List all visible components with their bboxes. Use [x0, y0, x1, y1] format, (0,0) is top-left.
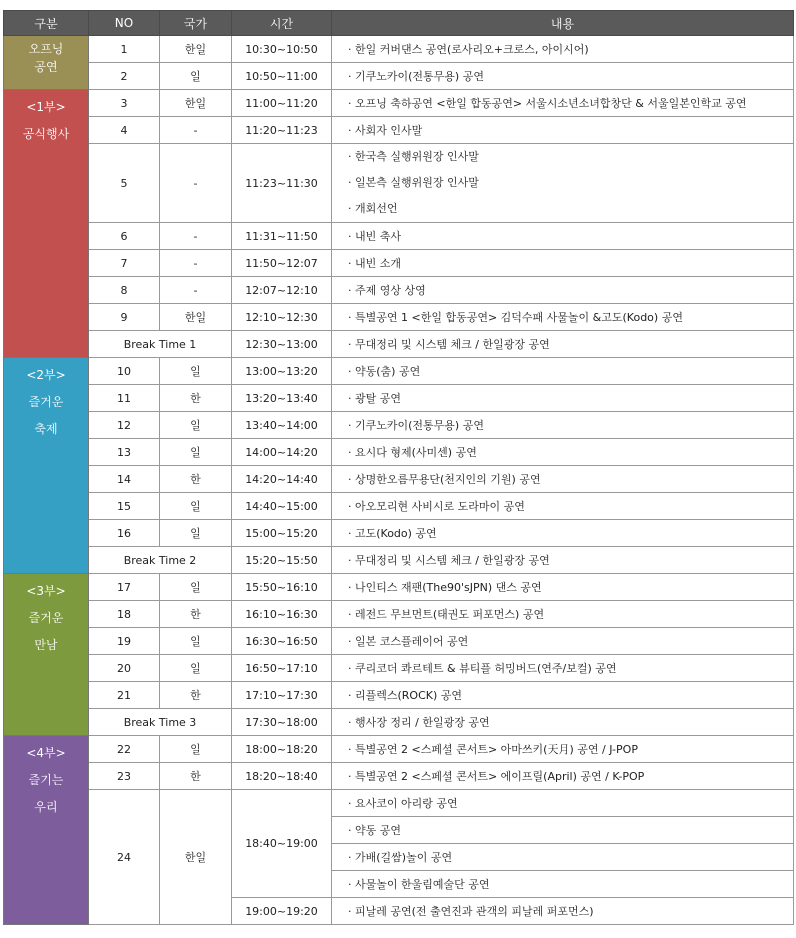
row-no: 3 [89, 90, 160, 117]
row-content: · 내빈 축사 [332, 223, 794, 250]
content-line: · 개회선언 [348, 202, 398, 215]
section-label: <1부> [26, 100, 66, 114]
section-label: 즐거운 [28, 611, 64, 625]
row-time: 14:40~15:00 [232, 493, 332, 520]
row-content: · 한일 커버댄스 공연(로사리오+크로스, 아이시어) [332, 36, 794, 63]
table-row [4, 117, 794, 144]
row-no: 14 [89, 466, 160, 493]
row-content: · 요시다 형제(사미센) 공연 [332, 439, 794, 466]
row-country: - [160, 277, 232, 304]
header-no: NO [89, 11, 160, 36]
row-no: 8 [89, 277, 160, 304]
row-time: 15:20~15:50 [232, 547, 332, 574]
row-content: · 상명한오름무용단(천지인의 기원) 공연 [332, 466, 794, 493]
row-country: 한일 [160, 790, 232, 925]
table-row [4, 682, 794, 709]
row-country: - [160, 223, 232, 250]
table-row [4, 574, 794, 601]
section-part2 [4, 358, 89, 574]
row-content: · 가배(길쌈)놀이 공연 [332, 844, 794, 871]
row-time: 18:20~18:40 [232, 763, 332, 790]
row-content: · 일본 코스플레이어 공연 [332, 628, 794, 655]
header-time: 시간 [232, 11, 332, 36]
table-row [4, 358, 794, 385]
row-no: 2 [89, 63, 160, 90]
row-time: 12:07~12:10 [232, 277, 332, 304]
break-label: Break Time 1 [89, 331, 232, 358]
row-no: 9 [89, 304, 160, 331]
row-no: 17 [89, 574, 160, 601]
section-label: 우리 [34, 800, 58, 814]
row-content: · 기쿠노카이(전통무용) 공연 [332, 412, 794, 439]
row-country: 일 [160, 655, 232, 682]
row-content: · 특별공연 1 <한일 합동공연> 김덕수패 사물놀이 &고도(Kodo) 공연 [332, 304, 794, 331]
break-label: Break Time 3 [89, 709, 232, 736]
row-content: · 사회자 인사말 [332, 117, 794, 144]
row-time: 13:00~13:20 [232, 358, 332, 385]
header-country: 국가 [160, 11, 232, 36]
table-row [4, 520, 794, 547]
table-row [4, 628, 794, 655]
row-country: 한일 [160, 90, 232, 117]
section-part4 [4, 736, 89, 925]
row-country: - [160, 144, 232, 223]
table-row [4, 331, 794, 358]
row-no: 7 [89, 250, 160, 277]
section-label: 즐거운 [28, 395, 64, 409]
table-row [4, 63, 794, 90]
section-label: 만남 [34, 638, 58, 652]
row-country: 일 [160, 439, 232, 466]
row-time: 18:00~18:20 [232, 736, 332, 763]
row-content: · 행사장 정리 / 한일광장 공연 [332, 709, 794, 736]
row-content: · 약동(춤) 공연 [332, 358, 794, 385]
row-no: 15 [89, 493, 160, 520]
row-no: 19 [89, 628, 160, 655]
row-no: 13 [89, 439, 160, 466]
row-time: 15:50~16:10 [232, 574, 332, 601]
row-country: 한일 [160, 36, 232, 63]
row-time: 18:40~19:00 [232, 790, 332, 898]
row-time: 10:50~11:00 [232, 63, 332, 90]
schedule-table [3, 10, 794, 925]
row-country: 일 [160, 574, 232, 601]
row-country: 한 [160, 385, 232, 412]
row-time: 13:40~14:00 [232, 412, 332, 439]
table-row [4, 412, 794, 439]
row-content: · 기쿠노카이(전통무용) 공연 [332, 63, 794, 90]
row-no: 4 [89, 117, 160, 144]
row-time: 17:30~18:00 [232, 709, 332, 736]
row-time: 17:10~17:30 [232, 682, 332, 709]
row-country: 일 [160, 736, 232, 763]
row-content: · 주제 영상 상영 [332, 277, 794, 304]
table-row [4, 790, 794, 817]
row-content: · 리플렉스(ROCK) 공연 [332, 682, 794, 709]
row-time: 16:50~17:10 [232, 655, 332, 682]
content-line: · 일본측 실행위원장 인사말 [348, 176, 479, 189]
row-country: 한일 [160, 304, 232, 331]
header-category: 구분 [4, 11, 89, 36]
row-country: 일 [160, 628, 232, 655]
row-no: 16 [89, 520, 160, 547]
row-country: - [160, 117, 232, 144]
row-content: · 약동 공연 [332, 817, 794, 844]
row-country: 한 [160, 466, 232, 493]
row-content: · 피날레 공연(전 출연진과 관객의 피날레 퍼포먼스) [332, 898, 794, 925]
row-content: · 레전드 무브먼트(태권도 퍼포먼스) 공연 [332, 601, 794, 628]
row-content: · 무대정리 및 시스템 체크 / 한일광장 공연 [332, 331, 794, 358]
table-row [4, 736, 794, 763]
row-no: 18 [89, 601, 160, 628]
row-time: 16:10~16:30 [232, 601, 332, 628]
row-content [332, 144, 794, 223]
table-row [4, 144, 794, 223]
row-country: 한 [160, 601, 232, 628]
section-label: 즐기는 [28, 773, 64, 787]
content-line: · 한국측 실행위원장 인사말 [348, 150, 479, 163]
section-label: <2부> [26, 368, 66, 382]
row-no: 20 [89, 655, 160, 682]
table-row [4, 250, 794, 277]
table-row [4, 493, 794, 520]
row-time: 14:00~14:20 [232, 439, 332, 466]
section-label: <4부> [26, 746, 66, 760]
row-content: · 사물놀이 한울림예술단 공연 [332, 871, 794, 898]
row-no: 24 [89, 790, 160, 925]
row-content: · 무대정리 및 시스템 체크 / 한일광장 공연 [332, 547, 794, 574]
row-time: 10:30~10:50 [232, 36, 332, 63]
table-row [4, 763, 794, 790]
row-time: 11:00~11:20 [232, 90, 332, 117]
section-label: <3부> [26, 584, 66, 598]
table-row [4, 547, 794, 574]
table-row [4, 709, 794, 736]
row-time: 11:31~11:50 [232, 223, 332, 250]
row-time: 11:23~11:30 [232, 144, 332, 223]
row-no: 22 [89, 736, 160, 763]
row-time: 15:00~15:20 [232, 520, 332, 547]
row-content: · 특별공연 2 <스페셜 콘서트> 에이프릴(April) 공연 / K-POP [332, 763, 794, 790]
row-content: · 쿠리코더 콰르테트 & 뷰티플 허밍버드(연주/보컬) 공연 [332, 655, 794, 682]
row-country: 일 [160, 63, 232, 90]
table-row [4, 277, 794, 304]
section-label: 축제 [34, 422, 58, 436]
row-content: · 오프닝 축하공연 <한일 합동공연> 서울시소년소녀합창단 & 서울일본인학교 공연 [332, 90, 794, 117]
row-country: 일 [160, 520, 232, 547]
row-time: 16:30~16:50 [232, 628, 332, 655]
row-country: 한 [160, 682, 232, 709]
row-content: · 나인티스 재팬(The90'sJPN) 댄스 공연 [332, 574, 794, 601]
row-time: 13:20~13:40 [232, 385, 332, 412]
row-time: 12:30~13:00 [232, 331, 332, 358]
table-row [4, 36, 794, 63]
row-no: 11 [89, 385, 160, 412]
table-row [4, 655, 794, 682]
table-row [4, 304, 794, 331]
row-no: 12 [89, 412, 160, 439]
row-time: 12:10~12:30 [232, 304, 332, 331]
section-label: 오프닝 [28, 42, 64, 56]
header-row [4, 11, 794, 36]
row-content: · 특별공연 2 <스페셜 콘서트> 아마쓰키(天月) 공연 / J-POP [332, 736, 794, 763]
row-country: - [160, 250, 232, 277]
break-label: Break Time 2 [89, 547, 232, 574]
table-row [4, 466, 794, 493]
row-content: · 아오모리현 사비시로 도라마이 공연 [332, 493, 794, 520]
row-content: · 내빈 소개 [332, 250, 794, 277]
section-part1 [4, 90, 89, 358]
row-no: 1 [89, 36, 160, 63]
table-row [4, 385, 794, 412]
row-time: 11:20~11:23 [232, 117, 332, 144]
row-country: 일 [160, 412, 232, 439]
row-time: 11:50~12:07 [232, 250, 332, 277]
table-row [4, 439, 794, 466]
row-content: · 고도(Kodo) 공연 [332, 520, 794, 547]
section-label: 공식행사 [22, 127, 70, 141]
table-row [4, 601, 794, 628]
section-opening [4, 36, 89, 90]
section-label: 공연 [34, 60, 58, 74]
table-row [4, 223, 794, 250]
row-no: 23 [89, 763, 160, 790]
table-row [4, 90, 794, 117]
row-content: · 요사코이 아리랑 공연 [332, 790, 794, 817]
row-country: 일 [160, 493, 232, 520]
row-time: 19:00~19:20 [232, 898, 332, 925]
row-no: 10 [89, 358, 160, 385]
row-country: 한 [160, 763, 232, 790]
section-part3 [4, 574, 89, 736]
row-no: 21 [89, 682, 160, 709]
row-no: 6 [89, 223, 160, 250]
header-content: 내용 [332, 11, 794, 36]
row-content: · 광탈 공연 [332, 385, 794, 412]
row-country: 일 [160, 358, 232, 385]
row-no: 5 [89, 144, 160, 223]
row-time: 14:20~14:40 [232, 466, 332, 493]
